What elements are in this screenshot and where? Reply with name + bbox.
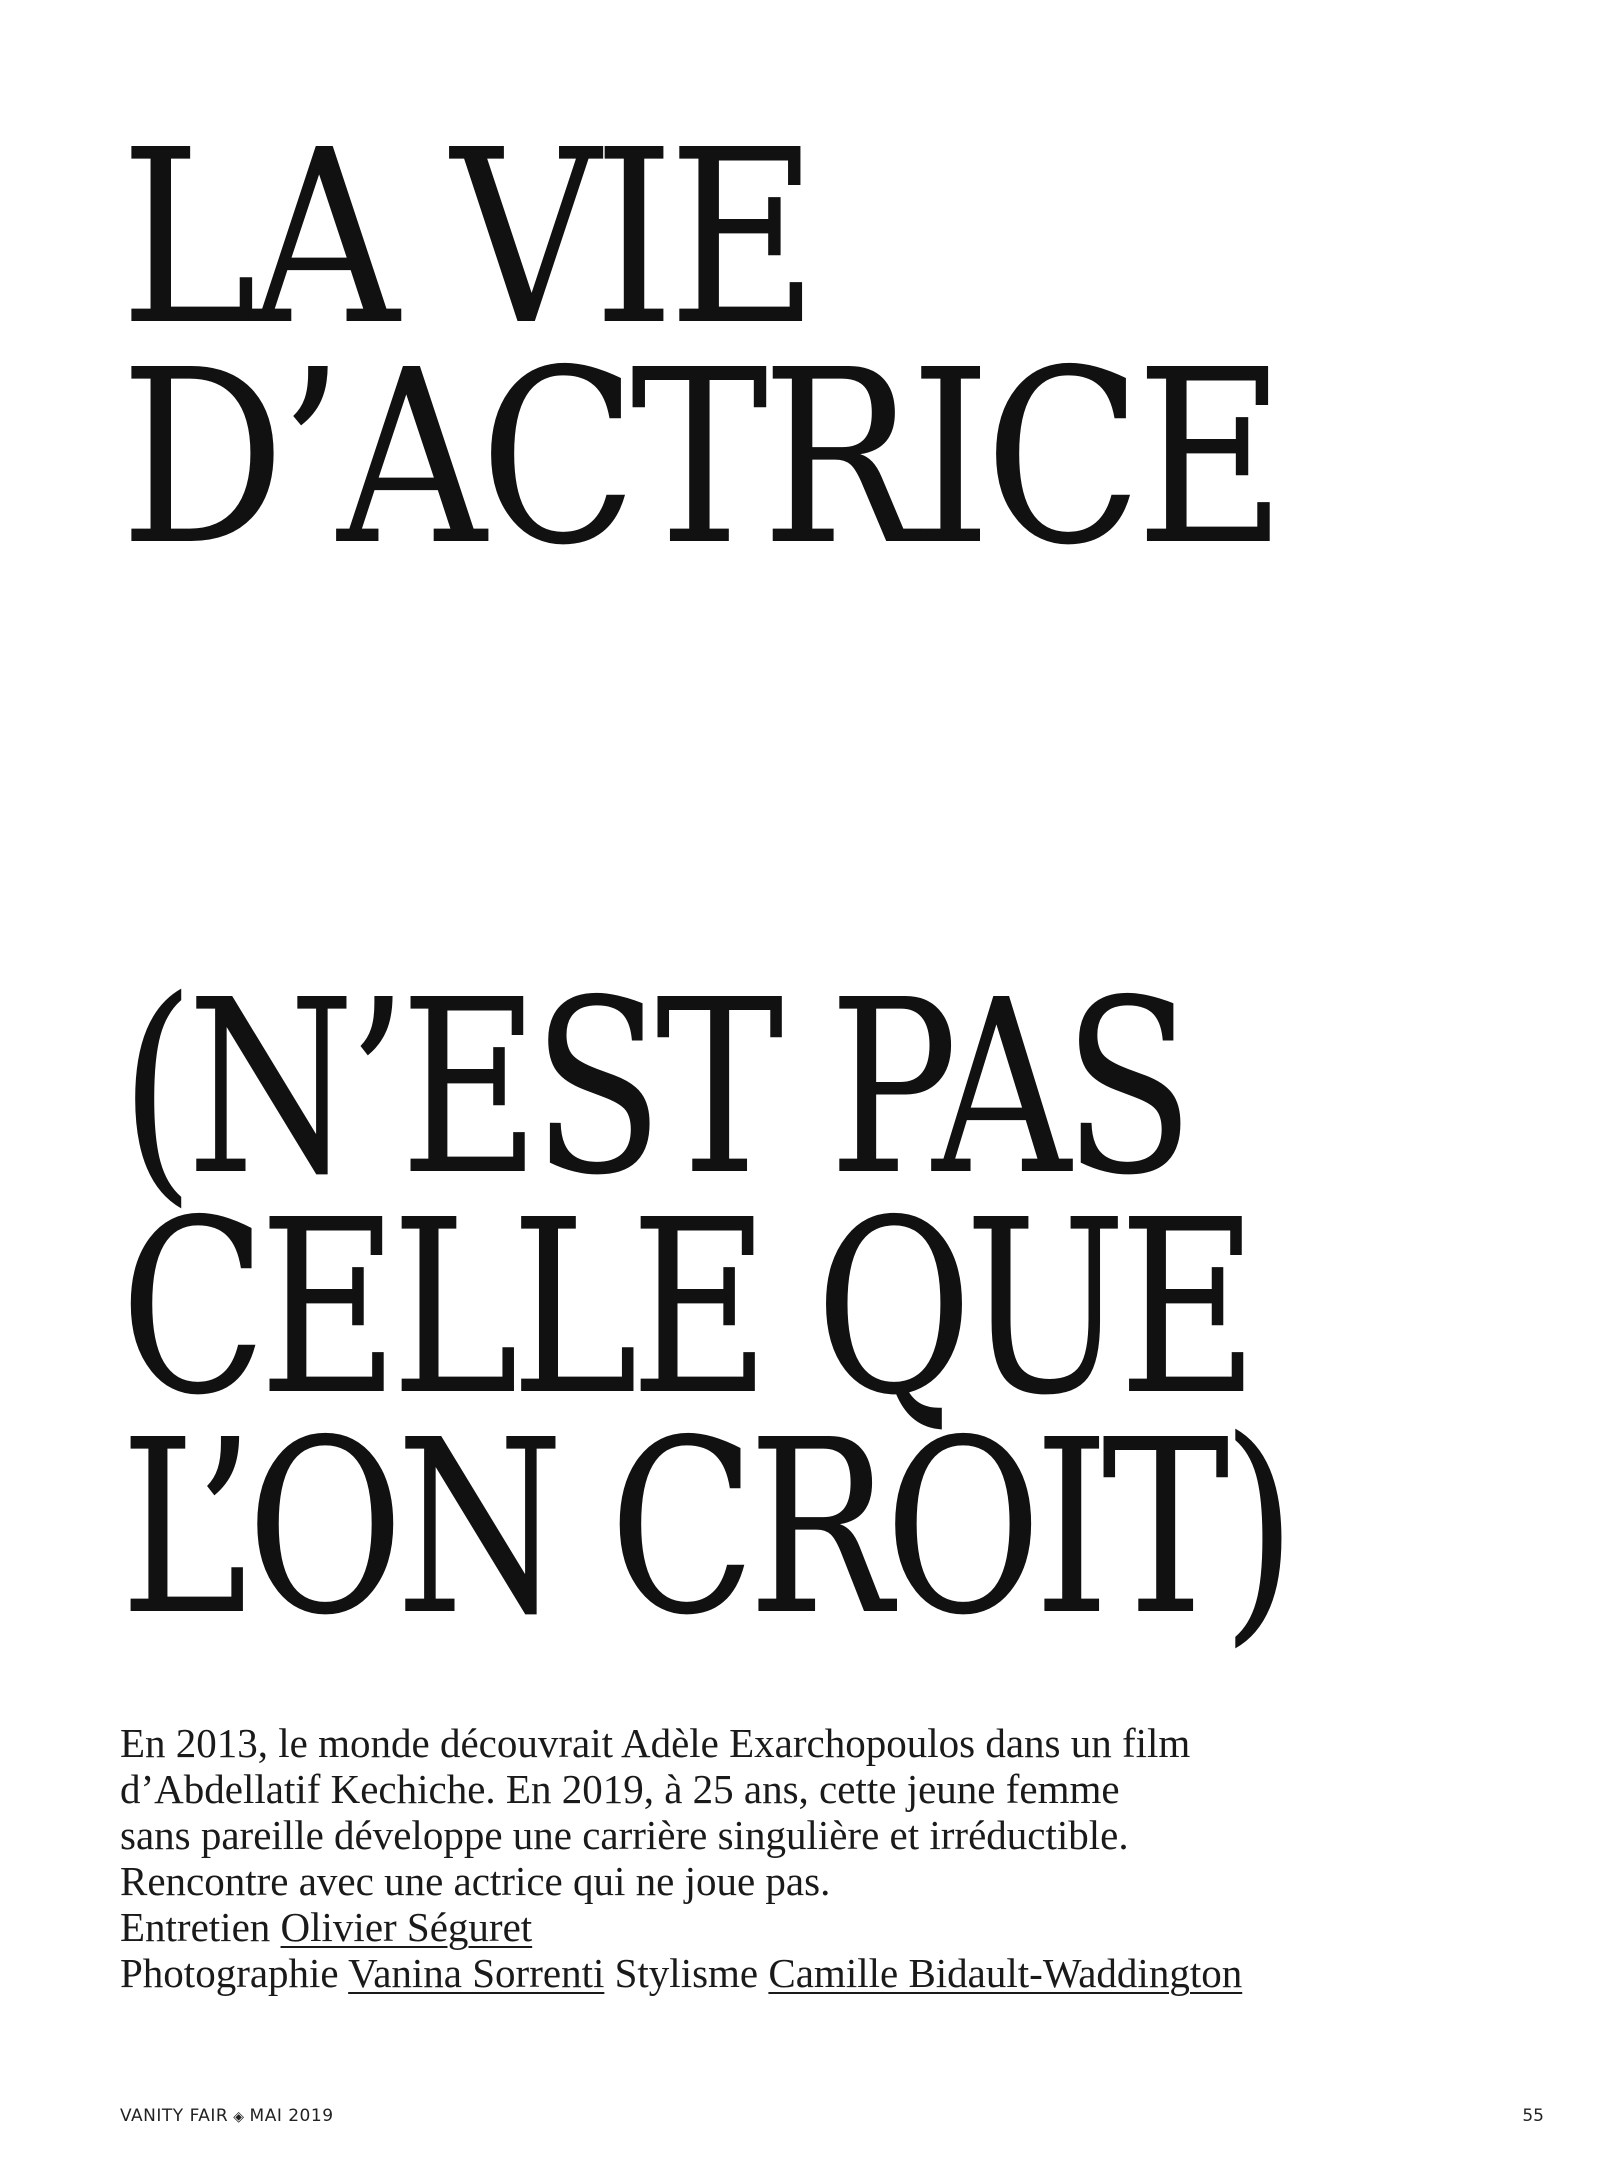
interview-credit <box>120 1904 1500 1950</box>
interviewer-name: Olivier Séguret <box>280 1904 533 1950</box>
interview-label: Entretien <box>120 1904 271 1950</box>
headline-part-2 <box>120 948 1581 1668</box>
standfirst-line: En 2013, le monde découvrait Adèle Exarchopoulos dans un film <box>120 1720 1191 1766</box>
headline-line: (N’EST PAS <box>120 948 1187 1228</box>
photo-label: Photographie <box>120 1950 339 1996</box>
stylist-name: Camille Bidault-Waddington <box>768 1950 1243 1996</box>
standfirst-line: Rencontre avec une actrice qui ne joue pas. <box>120 1858 831 1904</box>
headline-part-1 <box>120 98 1468 598</box>
photo-styling-credit <box>120 1950 1500 1996</box>
standfirst <box>120 1720 1500 1996</box>
standfirst-line: sans pareille développe une carrière singulière et irréductible. <box>120 1812 1129 1858</box>
styling-label: Stylisme <box>614 1950 759 1996</box>
headline-line: LA VIE <box>120 98 812 378</box>
issue-date: MAI 2019 <box>249 2106 334 2126</box>
page-number: 55 <box>1522 2106 1544 2126</box>
standfirst-line: d’Abdellatif Kechiche. En 2019, à 25 ans, cette jeune femme <box>120 1766 1120 1812</box>
headline-line: CELLE QUE <box>120 1168 1251 1448</box>
photographer-name: Vanina Sorrenti <box>348 1950 605 1996</box>
magazine-name: VANITY FAIR <box>120 2106 229 2126</box>
diamond-icon: ◈ <box>233 2109 245 2125</box>
headline-line: L’ON CROIT) <box>120 1388 1289 1668</box>
headline-line: D’ACTRICE <box>120 318 1280 598</box>
folio <box>120 2106 334 2126</box>
